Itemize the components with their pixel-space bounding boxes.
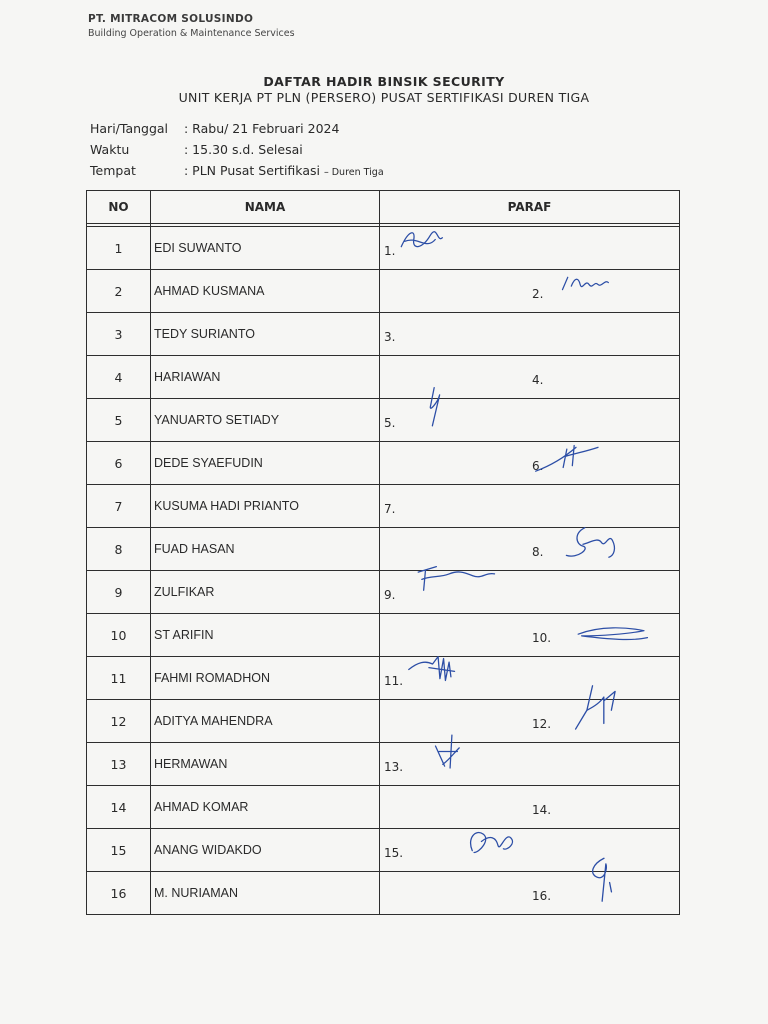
signature-icon: [556, 272, 636, 302]
paraf-number: 15.: [384, 845, 404, 860]
row-number: 16: [87, 872, 151, 915]
table-row: [87, 571, 680, 614]
row-paraf: [380, 485, 680, 528]
row-number: 14: [87, 786, 151, 829]
table-row: [87, 270, 680, 313]
row-name: AHMAD KUSMANA: [151, 270, 380, 313]
row-paraf: [380, 700, 680, 743]
table-row: [87, 442, 680, 485]
row-number: 2: [87, 270, 151, 313]
header-no: NO: [87, 191, 151, 224]
meta-date-value: : Rabu/ 21 Februari 2024: [184, 121, 340, 136]
row-number: 9: [87, 571, 151, 614]
meta-place: [90, 163, 384, 178]
row-number: 15: [87, 829, 151, 872]
signature-icon: [530, 440, 622, 484]
paraf-number: 6.: [532, 458, 544, 473]
header-nama: NAMA: [151, 191, 380, 224]
row-number: 10: [87, 614, 151, 657]
signature-icon: [560, 524, 630, 572]
row-number: 13: [87, 743, 151, 786]
table-row: [87, 356, 680, 399]
row-paraf: [380, 743, 680, 786]
paraf-number: 7.: [384, 501, 396, 516]
row-paraf: [380, 399, 680, 442]
meta-date-label: Hari/Tanggal: [90, 121, 169, 136]
company-subtitle: Building Operation & Maintenance Services: [88, 28, 295, 39]
meta-date: [90, 121, 339, 136]
row-name: HERMAWAN: [151, 743, 380, 786]
paraf-number: 5.: [384, 415, 396, 430]
row-name: AHMAD KOMAR: [151, 786, 380, 829]
paraf-number: 2.: [532, 286, 544, 301]
document-subtitle: UNIT KERJA PT PLN (PERSERO) PUSAT SERTIFIKASI DUREN TIGA: [178, 90, 590, 105]
row-number: 7: [87, 485, 151, 528]
attendance-table: [86, 190, 680, 915]
table-header-row: [87, 191, 680, 224]
row-name: ADITYA MAHENDRA: [151, 700, 380, 743]
table-row: [87, 657, 680, 700]
row-number: 11: [87, 657, 151, 700]
company-name: PT. MITRACOM SOLUSINDO: [88, 13, 254, 25]
signature-icon: [404, 653, 474, 697]
row-name: DEDE SYAEFUDIN: [151, 442, 380, 485]
row-paraf: [380, 657, 680, 700]
row-name: HARIAWAN: [151, 356, 380, 399]
header-paraf: PARAF: [380, 191, 680, 224]
paraf-number: 1.: [384, 243, 396, 258]
row-paraf: [380, 786, 680, 829]
meta-time-value: : 15.30 s.d. Selesai: [184, 142, 303, 157]
row-paraf: [380, 270, 680, 313]
attendance-rows: [87, 227, 680, 915]
paraf-number: 11.: [384, 673, 404, 688]
table-row: [87, 700, 680, 743]
row-name: EDI SUWANTO: [151, 227, 380, 270]
signature-icon: [570, 622, 666, 648]
row-name: FUAD HASAN: [151, 528, 380, 571]
row-number: 12: [87, 700, 151, 743]
row-number: 3: [87, 313, 151, 356]
row-number: 6: [87, 442, 151, 485]
table-row: [87, 786, 680, 829]
paraf-number: 4.: [532, 372, 544, 387]
row-name: ZULFIKAR: [151, 571, 380, 614]
paraf-number: 13.: [384, 759, 404, 774]
row-number: 5: [87, 399, 151, 442]
meta-place-label: Tempat: [90, 163, 136, 178]
paraf-number: 9.: [384, 587, 396, 602]
row-name: M. NURIAMAN: [151, 872, 380, 915]
paraf-number: 10.: [532, 630, 552, 645]
paraf-number: 3.: [384, 329, 396, 344]
row-name: FAHMI ROMADHON: [151, 657, 380, 700]
row-paraf: [380, 356, 680, 399]
table-row: [87, 399, 680, 442]
row-paraf: [380, 442, 680, 485]
row-name: ANANG WIDAKDO: [151, 829, 380, 872]
table-row: [87, 829, 680, 872]
meta-place-extra: – Duren Tiga: [323, 167, 384, 178]
row-paraf: [380, 571, 680, 614]
row-name: KUSUMA HADI PRIANTO: [151, 485, 380, 528]
table-row: [87, 614, 680, 657]
row-number: 1: [87, 227, 151, 270]
table-row: [87, 485, 680, 528]
table-row: [87, 313, 680, 356]
row-paraf: [380, 227, 680, 270]
table-row: [87, 743, 680, 786]
row-paraf: [380, 614, 680, 657]
table-row: [87, 872, 680, 915]
table-row: [87, 528, 680, 571]
meta-time: [90, 142, 303, 157]
row-number: 4: [87, 356, 151, 399]
signature-icon: [394, 227, 464, 261]
row-paraf: [380, 829, 680, 872]
row-name: TEDY SURIANTO: [151, 313, 380, 356]
row-paraf: [380, 313, 680, 356]
paraf-number: 8.: [532, 544, 544, 559]
document-title: DAFTAR HADIR BINSIK SECURITY: [263, 74, 505, 89]
row-paraf: [380, 872, 680, 915]
paraf-number: 12.: [532, 716, 552, 731]
row-paraf: [380, 528, 680, 571]
row-name: YANUARTO SETIADY: [151, 399, 380, 442]
table-row: [87, 227, 680, 270]
row-number: 8: [87, 528, 151, 571]
paraf-number: 16.: [532, 888, 552, 903]
signature-icon: [462, 825, 532, 869]
meta-place-value: : PLN Pusat Sertifikasi: [184, 163, 320, 178]
meta-time-label: Waktu: [90, 142, 130, 157]
paraf-number: 14.: [532, 802, 552, 817]
row-name: ST ARIFIN: [151, 614, 380, 657]
